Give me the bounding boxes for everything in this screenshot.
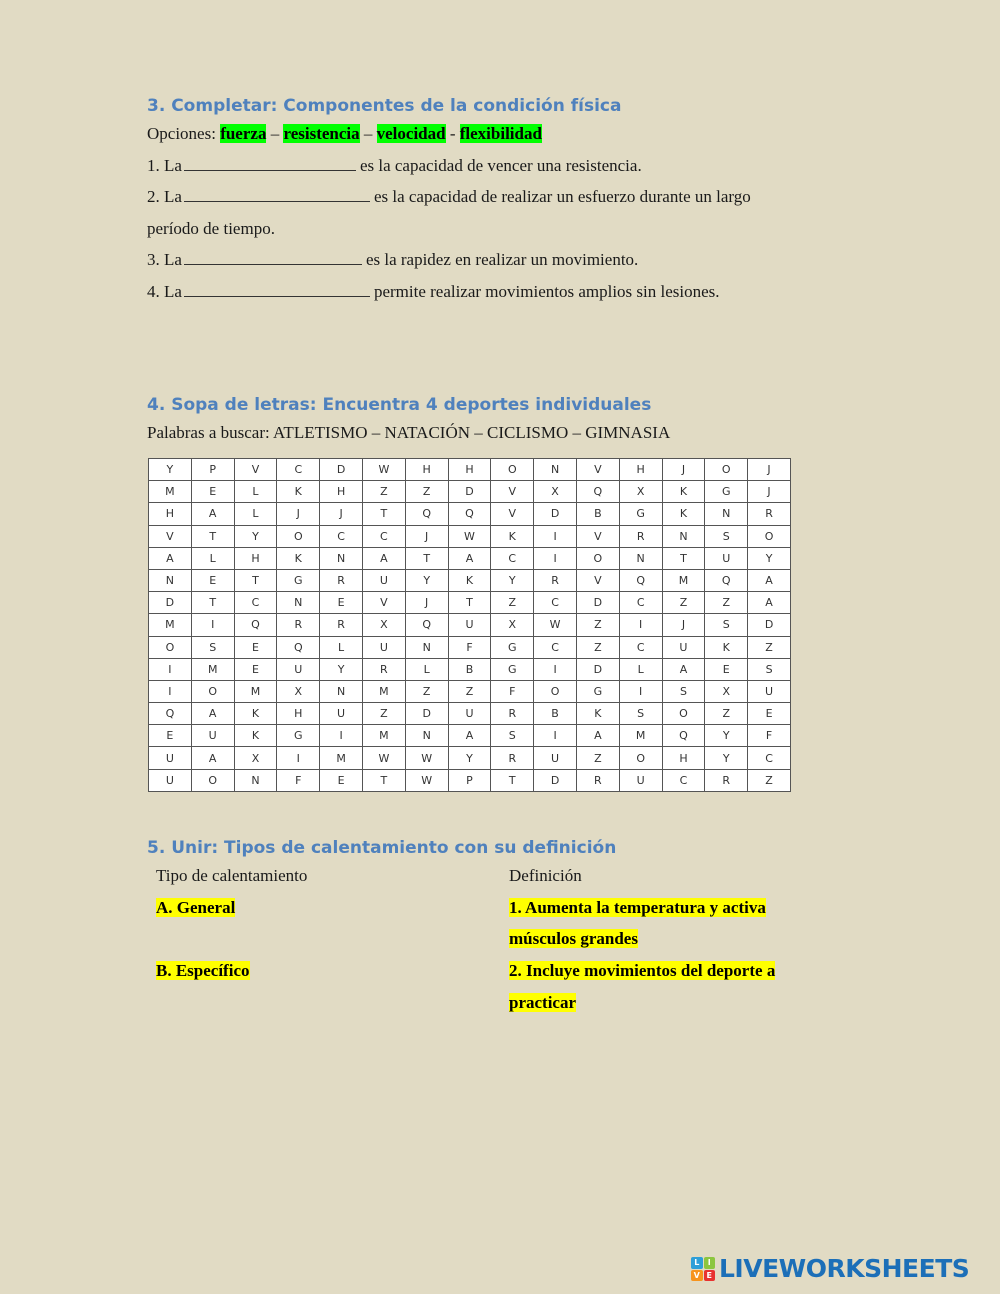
grid-cell[interactable]: D [149, 592, 192, 614]
grid-cell[interactable]: N [320, 680, 363, 702]
grid-cell[interactable]: Z [362, 703, 405, 725]
grid-cell[interactable]: Q [448, 503, 491, 525]
grid-cell[interactable]: W [405, 769, 448, 791]
grid-cell[interactable]: Q [662, 725, 705, 747]
grid-cell[interactable]: K [705, 636, 748, 658]
grid-cell[interactable]: R [320, 569, 363, 591]
section4-title: 4. Sopa de letras: Encuentra 4 deportes individuales [147, 395, 652, 415]
grid-cell[interactable]: T [491, 769, 534, 791]
grid-cell[interactable]: T [191, 525, 234, 547]
grid-cell[interactable]: Z [576, 636, 619, 658]
grid-cell[interactable]: R [705, 769, 748, 791]
options-line [147, 124, 542, 144]
grid-cell[interactable]: O [491, 459, 534, 481]
grid-row [149, 636, 791, 658]
match-type-b[interactable] [156, 961, 250, 981]
grid-row [149, 592, 791, 614]
match-definition-1[interactable] [509, 898, 766, 918]
grid-cell[interactable]: M [234, 680, 277, 702]
grid-cell[interactable]: A [662, 658, 705, 680]
match-definition-2[interactable] [509, 961, 775, 981]
grid-cell[interactable]: L [234, 481, 277, 503]
blank-input-2[interactable] [184, 187, 370, 202]
grid-cell[interactable]: N [662, 525, 705, 547]
fill-item-4 [147, 282, 720, 302]
grid-cell[interactable]: J [748, 481, 791, 503]
grid-cell[interactable]: Y [748, 547, 791, 569]
grid-cell[interactable]: G [277, 569, 320, 591]
grid-cell[interactable]: S [705, 614, 748, 636]
option-fuerza: fuerza [220, 124, 267, 143]
logo-mark-icon [691, 1257, 715, 1281]
type-column-header: Tipo de calentamiento [156, 866, 308, 885]
grid-cell[interactable]: X [491, 614, 534, 636]
grid-cell[interactable]: U [191, 725, 234, 747]
grid-cell[interactable]: T [234, 569, 277, 591]
grid-row [149, 680, 791, 702]
grid-cell[interactable]: X [534, 481, 577, 503]
grid-cell[interactable]: R [534, 569, 577, 591]
grid-cell[interactable]: U [534, 747, 577, 769]
fill-item-1 [147, 156, 642, 176]
grid-cell[interactable]: T [362, 769, 405, 791]
grid-cell[interactable]: W [534, 614, 577, 636]
grid-cell[interactable]: I [619, 680, 662, 702]
grid-cell[interactable]: K [277, 547, 320, 569]
grid-row [149, 703, 791, 725]
grid-cell[interactable]: M [149, 614, 192, 636]
type-label: B. Específico [156, 961, 250, 980]
grid-cell[interactable]: D [534, 769, 577, 791]
grid-cell[interactable]: Z [491, 592, 534, 614]
grid-cell[interactable]: J [662, 614, 705, 636]
grid-cell[interactable]: G [491, 658, 534, 680]
word-search-grid[interactable] [148, 458, 791, 792]
option-resistencia: resistencia [283, 124, 360, 143]
grid-cell[interactable]: U [619, 769, 662, 791]
grid-cell[interactable]: A [191, 503, 234, 525]
match-definition-2-continuation[interactable] [509, 993, 576, 1013]
grid-cell[interactable]: E [705, 658, 748, 680]
grid-cell[interactable]: O [191, 680, 234, 702]
grid-cell[interactable]: F [491, 680, 534, 702]
logo-text: LIVEWORKSHEETS [719, 1254, 970, 1283]
grid-cell[interactable]: S [705, 525, 748, 547]
grid-cell[interactable]: U [320, 703, 363, 725]
grid-cell[interactable]: I [149, 680, 192, 702]
grid-cell[interactable]: C [362, 525, 405, 547]
grid-cell[interactable]: Z [576, 614, 619, 636]
grid-cell[interactable]: E [748, 703, 791, 725]
grid-cell[interactable]: O [619, 747, 662, 769]
item-suffix: es la capacidad de realizar un esfuerzo durante un largo [373, 187, 751, 206]
grid-cell[interactable]: H [320, 481, 363, 503]
grid-cell[interactable]: H [149, 503, 192, 525]
options-separator: – [270, 124, 280, 143]
grid-cell[interactable]: S [748, 658, 791, 680]
grid-cell[interactable]: L [320, 636, 363, 658]
grid-cell[interactable]: A [748, 592, 791, 614]
logo-mark-letter: V [691, 1270, 703, 1282]
grid-cell[interactable]: A [748, 569, 791, 591]
definition-column-header: Definición [509, 866, 582, 885]
grid-row [149, 547, 791, 569]
grid-cell[interactable]: Q [576, 481, 619, 503]
grid-cell[interactable]: A [448, 547, 491, 569]
grid-cell[interactable]: T [362, 503, 405, 525]
grid-cell[interactable]: J [748, 459, 791, 481]
grid-cell[interactable]: C [320, 525, 363, 547]
grid-row [149, 725, 791, 747]
grid-cell[interactable]: Y [320, 658, 363, 680]
grid-cell[interactable]: U [362, 569, 405, 591]
grid-cell[interactable]: M [362, 680, 405, 702]
grid-row [149, 503, 791, 525]
logo-mark-letter: E [704, 1270, 716, 1282]
grid-cell[interactable]: L [619, 658, 662, 680]
grid-cell[interactable]: L [191, 547, 234, 569]
item-suffix: permite realizar movimientos amplios sin lesiones. [373, 282, 720, 301]
grid-cell[interactable]: A [576, 725, 619, 747]
grid-cell[interactable]: E [320, 592, 363, 614]
grid-cell[interactable]: R [748, 503, 791, 525]
grid-cell[interactable]: H [619, 459, 662, 481]
grid-cell[interactable]: R [320, 614, 363, 636]
grid-cell[interactable]: U [277, 658, 320, 680]
grid-cell[interactable]: T [448, 592, 491, 614]
grid-cell[interactable]: A [191, 703, 234, 725]
grid-cell[interactable]: O [277, 525, 320, 547]
fill-item-2-continuation: período de tiempo. [147, 219, 275, 238]
grid-cell[interactable]: M [362, 725, 405, 747]
grid-cell[interactable]: X [705, 680, 748, 702]
grid-cell[interactable]: O [705, 459, 748, 481]
grid-cell[interactable]: Y [405, 569, 448, 591]
grid-cell[interactable]: J [320, 503, 363, 525]
grid-cell[interactable]: V [362, 592, 405, 614]
grid-cell[interactable]: Z [362, 481, 405, 503]
grid-cell[interactable]: T [405, 547, 448, 569]
grid-cell[interactable]: Z [405, 680, 448, 702]
grid-cell[interactable]: D [576, 592, 619, 614]
options-separator: - [449, 124, 456, 143]
grid-cell[interactable]: M [320, 747, 363, 769]
grid-cell[interactable]: V [576, 525, 619, 547]
definition-line: practicar [509, 993, 577, 1012]
grid-cell[interactable]: E [320, 769, 363, 791]
grid-cell[interactable]: B [534, 703, 577, 725]
grid-cell[interactable]: A [448, 725, 491, 747]
grid-cell[interactable]: N [405, 636, 448, 658]
grid-cell[interactable]: H [405, 459, 448, 481]
grid-cell[interactable]: U [149, 747, 192, 769]
grid-cell[interactable]: U [448, 703, 491, 725]
grid-cell[interactable]: K [448, 569, 491, 591]
grid-cell[interactable]: H [448, 459, 491, 481]
grid-cell[interactable]: Q [234, 614, 277, 636]
grid-cell[interactable]: E [149, 725, 192, 747]
grid-cell[interactable]: O [534, 680, 577, 702]
grid-cell[interactable]: N [534, 459, 577, 481]
grid-cell[interactable]: F [277, 769, 320, 791]
grid-cell[interactable]: X [362, 614, 405, 636]
grid-cell[interactable]: T [662, 547, 705, 569]
grid-cell[interactable]: P [448, 769, 491, 791]
liveworksheets-logo [691, 1256, 969, 1282]
grid-cell[interactable]: J [405, 525, 448, 547]
grid-cell[interactable]: Z [448, 680, 491, 702]
grid-cell[interactable]: R [619, 525, 662, 547]
grid-cell[interactable]: Q [405, 503, 448, 525]
grid-cell[interactable]: H [662, 747, 705, 769]
grid-cell[interactable]: T [191, 592, 234, 614]
grid-cell[interactable]: Z [576, 747, 619, 769]
grid-cell[interactable]: D [320, 459, 363, 481]
grid-cell[interactable]: J [662, 459, 705, 481]
grid-row [149, 747, 791, 769]
match-definition-1-continuation[interactable] [509, 929, 638, 949]
grid-cell[interactable]: E [191, 481, 234, 503]
grid-cell[interactable]: C [662, 769, 705, 791]
blank-input-4[interactable] [184, 282, 370, 297]
grid-cell[interactable]: M [149, 481, 192, 503]
item-prefix: 3. La [147, 250, 182, 269]
grid-cell[interactable]: V [149, 525, 192, 547]
match-type-a[interactable] [156, 898, 235, 918]
grid-cell[interactable]: D [576, 658, 619, 680]
grid-row [149, 658, 791, 680]
grid-cell[interactable]: V [576, 569, 619, 591]
grid-cell[interactable]: K [277, 481, 320, 503]
grid-cell[interactable]: Y [149, 459, 192, 481]
grid-cell[interactable]: K [662, 503, 705, 525]
grid-cell[interactable]: E [234, 636, 277, 658]
grid-cell[interactable]: Y [705, 747, 748, 769]
grid-cell[interactable]: I [149, 658, 192, 680]
grid-cell[interactable]: L [405, 658, 448, 680]
grid-cell[interactable]: G [277, 725, 320, 747]
grid-cell[interactable]: E [191, 569, 234, 591]
grid-cell[interactable]: N [619, 547, 662, 569]
grid-cell[interactable]: W [448, 525, 491, 547]
grid-cell[interactable]: M [619, 725, 662, 747]
grid-cell[interactable]: R [491, 747, 534, 769]
blank-input-1[interactable] [184, 156, 356, 171]
grid-cell[interactable]: D [748, 614, 791, 636]
grid-cell[interactable]: Y [234, 525, 277, 547]
grid-cell[interactable]: W [362, 747, 405, 769]
grid-cell[interactable]: C [491, 547, 534, 569]
section3-title: 3. Completar: Componentes de la condición física [147, 96, 622, 116]
grid-cell[interactable]: J [277, 503, 320, 525]
grid-cell[interactable]: Z [705, 703, 748, 725]
grid-cell[interactable]: U [448, 614, 491, 636]
grid-cell[interactable]: Y [705, 725, 748, 747]
grid-cell[interactable]: B [576, 503, 619, 525]
grid-cell[interactable]: O [149, 636, 192, 658]
grid-cell[interactable]: G [576, 680, 619, 702]
grid-cell[interactable]: U [748, 680, 791, 702]
grid-cell[interactable]: N [705, 503, 748, 525]
item-prefix: 1. La [147, 156, 182, 175]
grid-cell[interactable]: S [491, 725, 534, 747]
options-label: Opciones: [147, 124, 216, 143]
grid-cell[interactable]: X [234, 747, 277, 769]
grid-cell[interactable]: K [576, 703, 619, 725]
grid-cell[interactable]: V [234, 459, 277, 481]
grid-cell[interactable]: A [191, 747, 234, 769]
grid-cell[interactable]: Q [705, 569, 748, 591]
grid-cell[interactable]: Z [705, 592, 748, 614]
grid-cell[interactable]: R [362, 658, 405, 680]
grid-cell[interactable]: C [234, 592, 277, 614]
grid-cell[interactable]: U [662, 636, 705, 658]
grid-cell[interactable]: Y [491, 569, 534, 591]
item-suffix: es la capacidad de vencer una resistencia. [359, 156, 642, 175]
grid-cell[interactable]: C [619, 592, 662, 614]
grid-cell[interactable]: I [534, 547, 577, 569]
grid-cell[interactable]: O [748, 525, 791, 547]
grid-cell[interactable]: Z [748, 769, 791, 791]
grid-cell[interactable]: G [491, 636, 534, 658]
grid-cell[interactable]: N [277, 592, 320, 614]
option-velocidad: velocidad [376, 124, 446, 143]
item-prefix: 2. La [147, 187, 182, 206]
grid-cell[interactable]: Q [277, 636, 320, 658]
logo-mark-letter: L [691, 1257, 703, 1269]
grid-cell[interactable]: C [277, 459, 320, 481]
grid-cell[interactable]: Y [448, 747, 491, 769]
grid-cell[interactable]: O [191, 769, 234, 791]
grid-cell[interactable]: V [576, 459, 619, 481]
grid-cell[interactable]: X [277, 680, 320, 702]
grid-cell[interactable]: R [491, 703, 534, 725]
grid-cell[interactable]: H [277, 703, 320, 725]
blank-input-3[interactable] [184, 250, 362, 265]
grid-row [149, 481, 791, 503]
grid-cell[interactable]: K [234, 703, 277, 725]
grid-cell[interactable]: H [234, 547, 277, 569]
grid-cell[interactable]: D [405, 703, 448, 725]
words-to-find: Palabras a buscar: ATLETISMO – NATACIÓN – CICLISMO – GIMNASIA [147, 423, 671, 442]
grid-cell[interactable]: I [619, 614, 662, 636]
options-separator: – [363, 124, 373, 143]
grid-cell[interactable]: Q [405, 614, 448, 636]
grid-cell[interactable]: S [662, 680, 705, 702]
grid-cell[interactable]: A [362, 547, 405, 569]
grid-cell[interactable]: I [191, 614, 234, 636]
section5-title: 5. Unir: Tipos de calentamiento con su definición [147, 838, 617, 858]
grid-cell[interactable]: N [234, 769, 277, 791]
grid-cell[interactable]: R [277, 614, 320, 636]
grid-row [149, 459, 791, 481]
grid-cell[interactable]: M [662, 569, 705, 591]
grid-cell[interactable]: I [534, 658, 577, 680]
grid-cell[interactable]: N [149, 569, 192, 591]
grid-cell[interactable]: P [191, 459, 234, 481]
grid-cell[interactable]: C [534, 636, 577, 658]
grid-cell[interactable]: I [534, 525, 577, 547]
item-prefix: 4. La [147, 282, 182, 301]
grid-cell[interactable]: G [619, 503, 662, 525]
grid-cell[interactable]: F [748, 725, 791, 747]
grid-cell[interactable]: O [576, 547, 619, 569]
definition-line: músculos grandes [509, 929, 638, 948]
fill-item-2 [147, 187, 751, 207]
grid-cell[interactable]: N [320, 547, 363, 569]
grid-cell[interactable]: C [748, 747, 791, 769]
item-suffix: es la rapidez en realizar un movimiento. [365, 250, 639, 269]
grid-cell[interactable]: X [619, 481, 662, 503]
grid-cell[interactable]: U [149, 769, 192, 791]
grid-cell[interactable]: I [534, 725, 577, 747]
grid-cell[interactable]: U [705, 547, 748, 569]
option-flexibilidad: flexibilidad [459, 124, 542, 143]
grid-cell[interactable]: Q [149, 703, 192, 725]
grid-cell[interactable]: U [362, 636, 405, 658]
type-label: A. General [156, 898, 236, 917]
grid-row [149, 569, 791, 591]
fill-item-3 [147, 250, 638, 270]
grid-row [149, 614, 791, 636]
grid-cell[interactable]: V [491, 481, 534, 503]
definition-line: 1. Aumenta la temperatura y activa [509, 898, 766, 917]
grid-cell[interactable]: W [362, 459, 405, 481]
grid-cell[interactable]: C [619, 636, 662, 658]
grid-cell[interactable]: R [576, 769, 619, 791]
logo-mark-letter: I [704, 1257, 716, 1269]
grid-row [149, 769, 791, 791]
grid-cell[interactable]: Z [405, 481, 448, 503]
grid-cell[interactable]: I [320, 725, 363, 747]
grid-cell[interactable]: Q [619, 569, 662, 591]
grid-cell[interactable]: K [491, 525, 534, 547]
grid-cell[interactable]: I [277, 747, 320, 769]
grid-cell[interactable]: V [491, 503, 534, 525]
grid-cell[interactable]: J [405, 592, 448, 614]
grid-cell[interactable]: E [234, 658, 277, 680]
grid-cell[interactable]: S [191, 636, 234, 658]
definition-line: 2. Incluye movimientos del deporte a [509, 961, 776, 980]
grid-cell[interactable]: N [405, 725, 448, 747]
grid-cell[interactable]: C [534, 592, 577, 614]
grid-cell[interactable]: Z [748, 636, 791, 658]
grid-cell[interactable]: F [448, 636, 491, 658]
grid-cell[interactable]: G [705, 481, 748, 503]
grid-cell[interactable]: K [234, 725, 277, 747]
grid-cell[interactable]: W [405, 747, 448, 769]
grid-cell[interactable]: M [191, 658, 234, 680]
grid-cell[interactable]: L [234, 503, 277, 525]
grid-cell[interactable]: S [619, 703, 662, 725]
grid-cell[interactable]: B [448, 658, 491, 680]
grid-cell[interactable]: D [534, 503, 577, 525]
grid-cell[interactable]: K [662, 481, 705, 503]
grid-cell[interactable]: D [448, 481, 491, 503]
grid-cell[interactable]: A [149, 547, 192, 569]
grid-cell[interactable]: Z [662, 592, 705, 614]
grid-cell[interactable]: O [662, 703, 705, 725]
grid-row [149, 525, 791, 547]
